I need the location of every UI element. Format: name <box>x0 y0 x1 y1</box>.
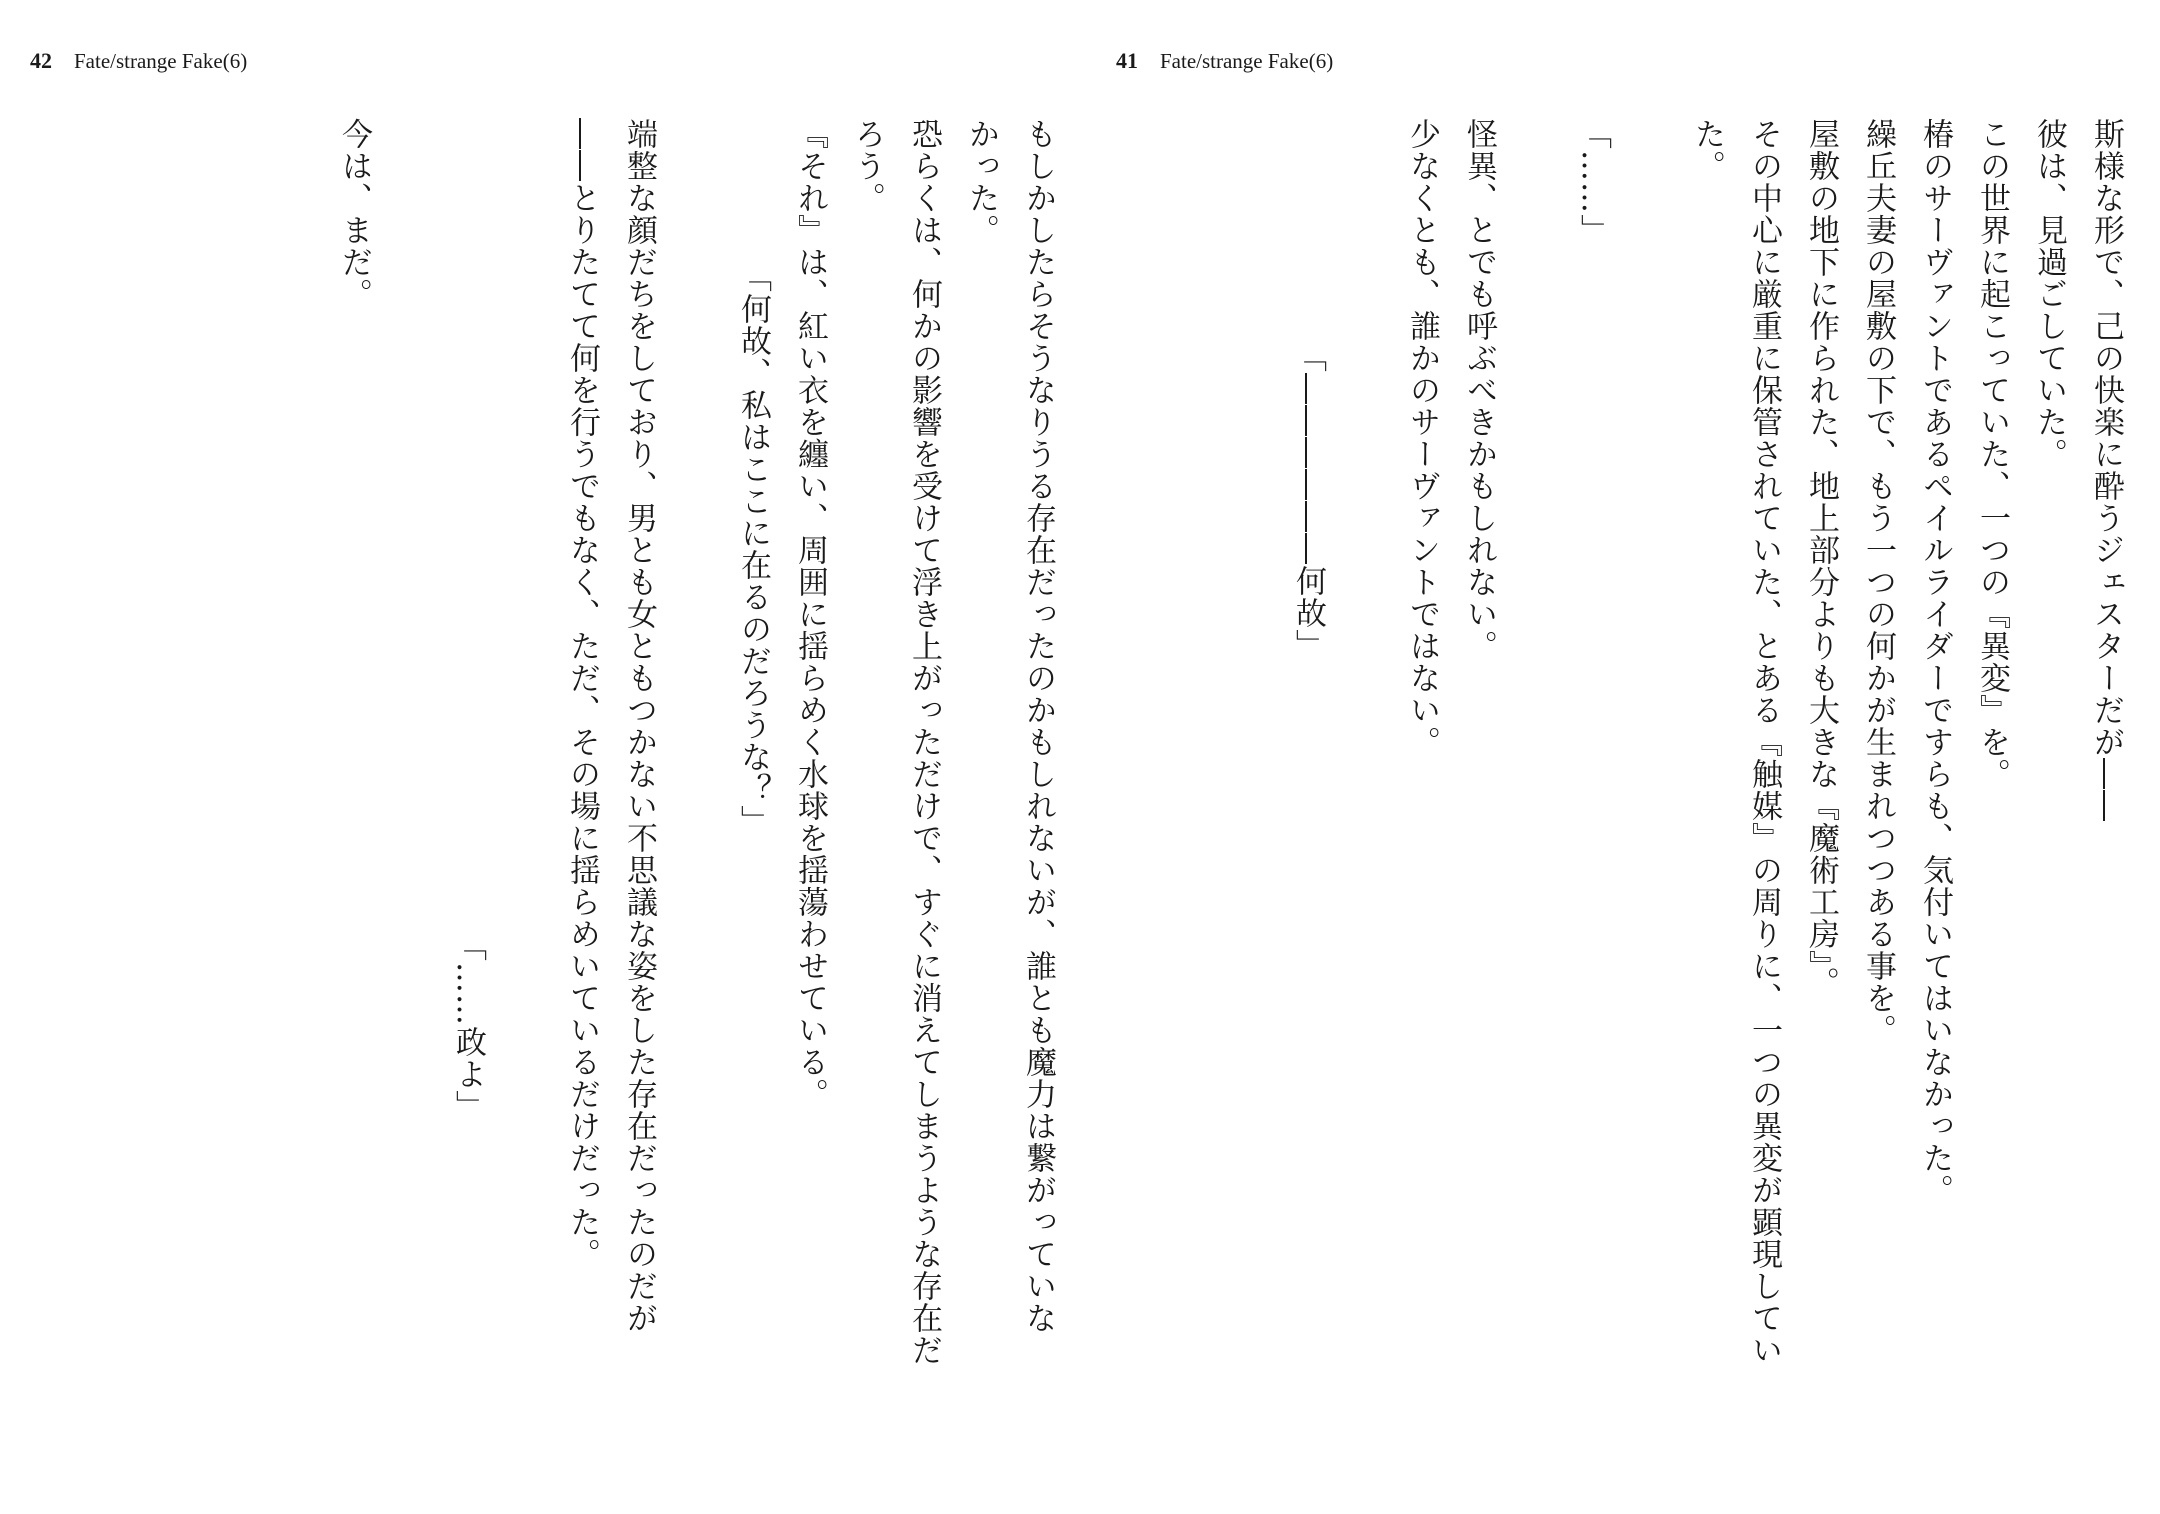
text-line: もしかしたらそうなりうる存在だったのかもしれないが、誰とも魔力は繋がっていな <box>1020 118 1056 1334</box>
blank-line <box>382 118 439 1478</box>
text-line: 怪異、とでも呼ぶべきかもしれない。 <box>1461 118 1497 662</box>
text-line: かった。 <box>963 118 999 246</box>
text-line: 少なくとも、誰かのサーヴァントではない。 <box>1404 118 1440 758</box>
right-page <box>1080 0 2160 1514</box>
page-number: 42 <box>30 48 52 73</box>
blank-line <box>1507 118 1564 1478</box>
text-line: た。 <box>1689 118 1725 182</box>
blank-line <box>1336 118 1393 1478</box>
vertical-text-block <box>1124 118 2134 1478</box>
text-line: 端整な顔だちをしており、男とも女ともつかない不思議な姿をした存在だったのだが <box>621 118 657 1334</box>
running-title: Fate/strange Fake(6) <box>1160 49 1334 73</box>
text-line: 今は、まだ。 <box>336 118 372 310</box>
dialogue-line: 「何故、私はここに在るのだろうな？」 <box>735 260 771 837</box>
text-line: ――とりたてて何を行うでもなく、ただ、その場に揺らめいているだけだった。 <box>564 118 600 1270</box>
text-line: 斯様な形で、己の快楽に酔うジェスターだが―― <box>2088 118 2124 822</box>
vertical-text-block <box>56 118 1066 1478</box>
page-header <box>30 48 247 74</box>
dialogue-line: 「――――――何故」 <box>1290 341 1326 662</box>
dialogue-line: 「……政よ」 <box>450 930 486 1123</box>
text-line: この世界に起こっていた、一つの『異変』を。 <box>1974 118 2010 790</box>
blank-line <box>667 118 724 1478</box>
blank-line <box>496 118 553 1478</box>
text-line: 彼は、見過ごしていた。 <box>2031 118 2067 470</box>
page-number: 41 <box>1116 48 1138 73</box>
text-line: ろう。 <box>849 118 885 214</box>
text-line: 恐らくは、何かの影響を受けて浮き上がっただけで、すぐに消えてしまうような存在だ <box>906 118 942 1366</box>
text-line: その中心に厳重に保管されていた、とある『触媒』の周りに、一つの異変が顕現してい <box>1746 118 1782 1366</box>
text-line: 屋敷の地下に作られた、地上部分よりも大きな『魔術工房』。 <box>1803 118 1839 999</box>
blank-line <box>1621 118 1678 1478</box>
text-line: 繰丘夫妻の屋敷の下で、もう一つの何かが生まれつつある事を。 <box>1860 118 1896 1046</box>
running-title: Fate/strange Fake(6) <box>74 49 248 73</box>
dialogue-line: 「……」 <box>1575 118 1611 246</box>
text-line: 『それ』は、紅い衣を纏い、周囲に揺らめく水球を揺蕩わせている。 <box>792 118 828 1110</box>
page-header <box>1116 48 1333 74</box>
text-line: 椿のサーヴァントであるペイルライダーですらも、気付いてはいなかった。 <box>1917 118 1953 1206</box>
